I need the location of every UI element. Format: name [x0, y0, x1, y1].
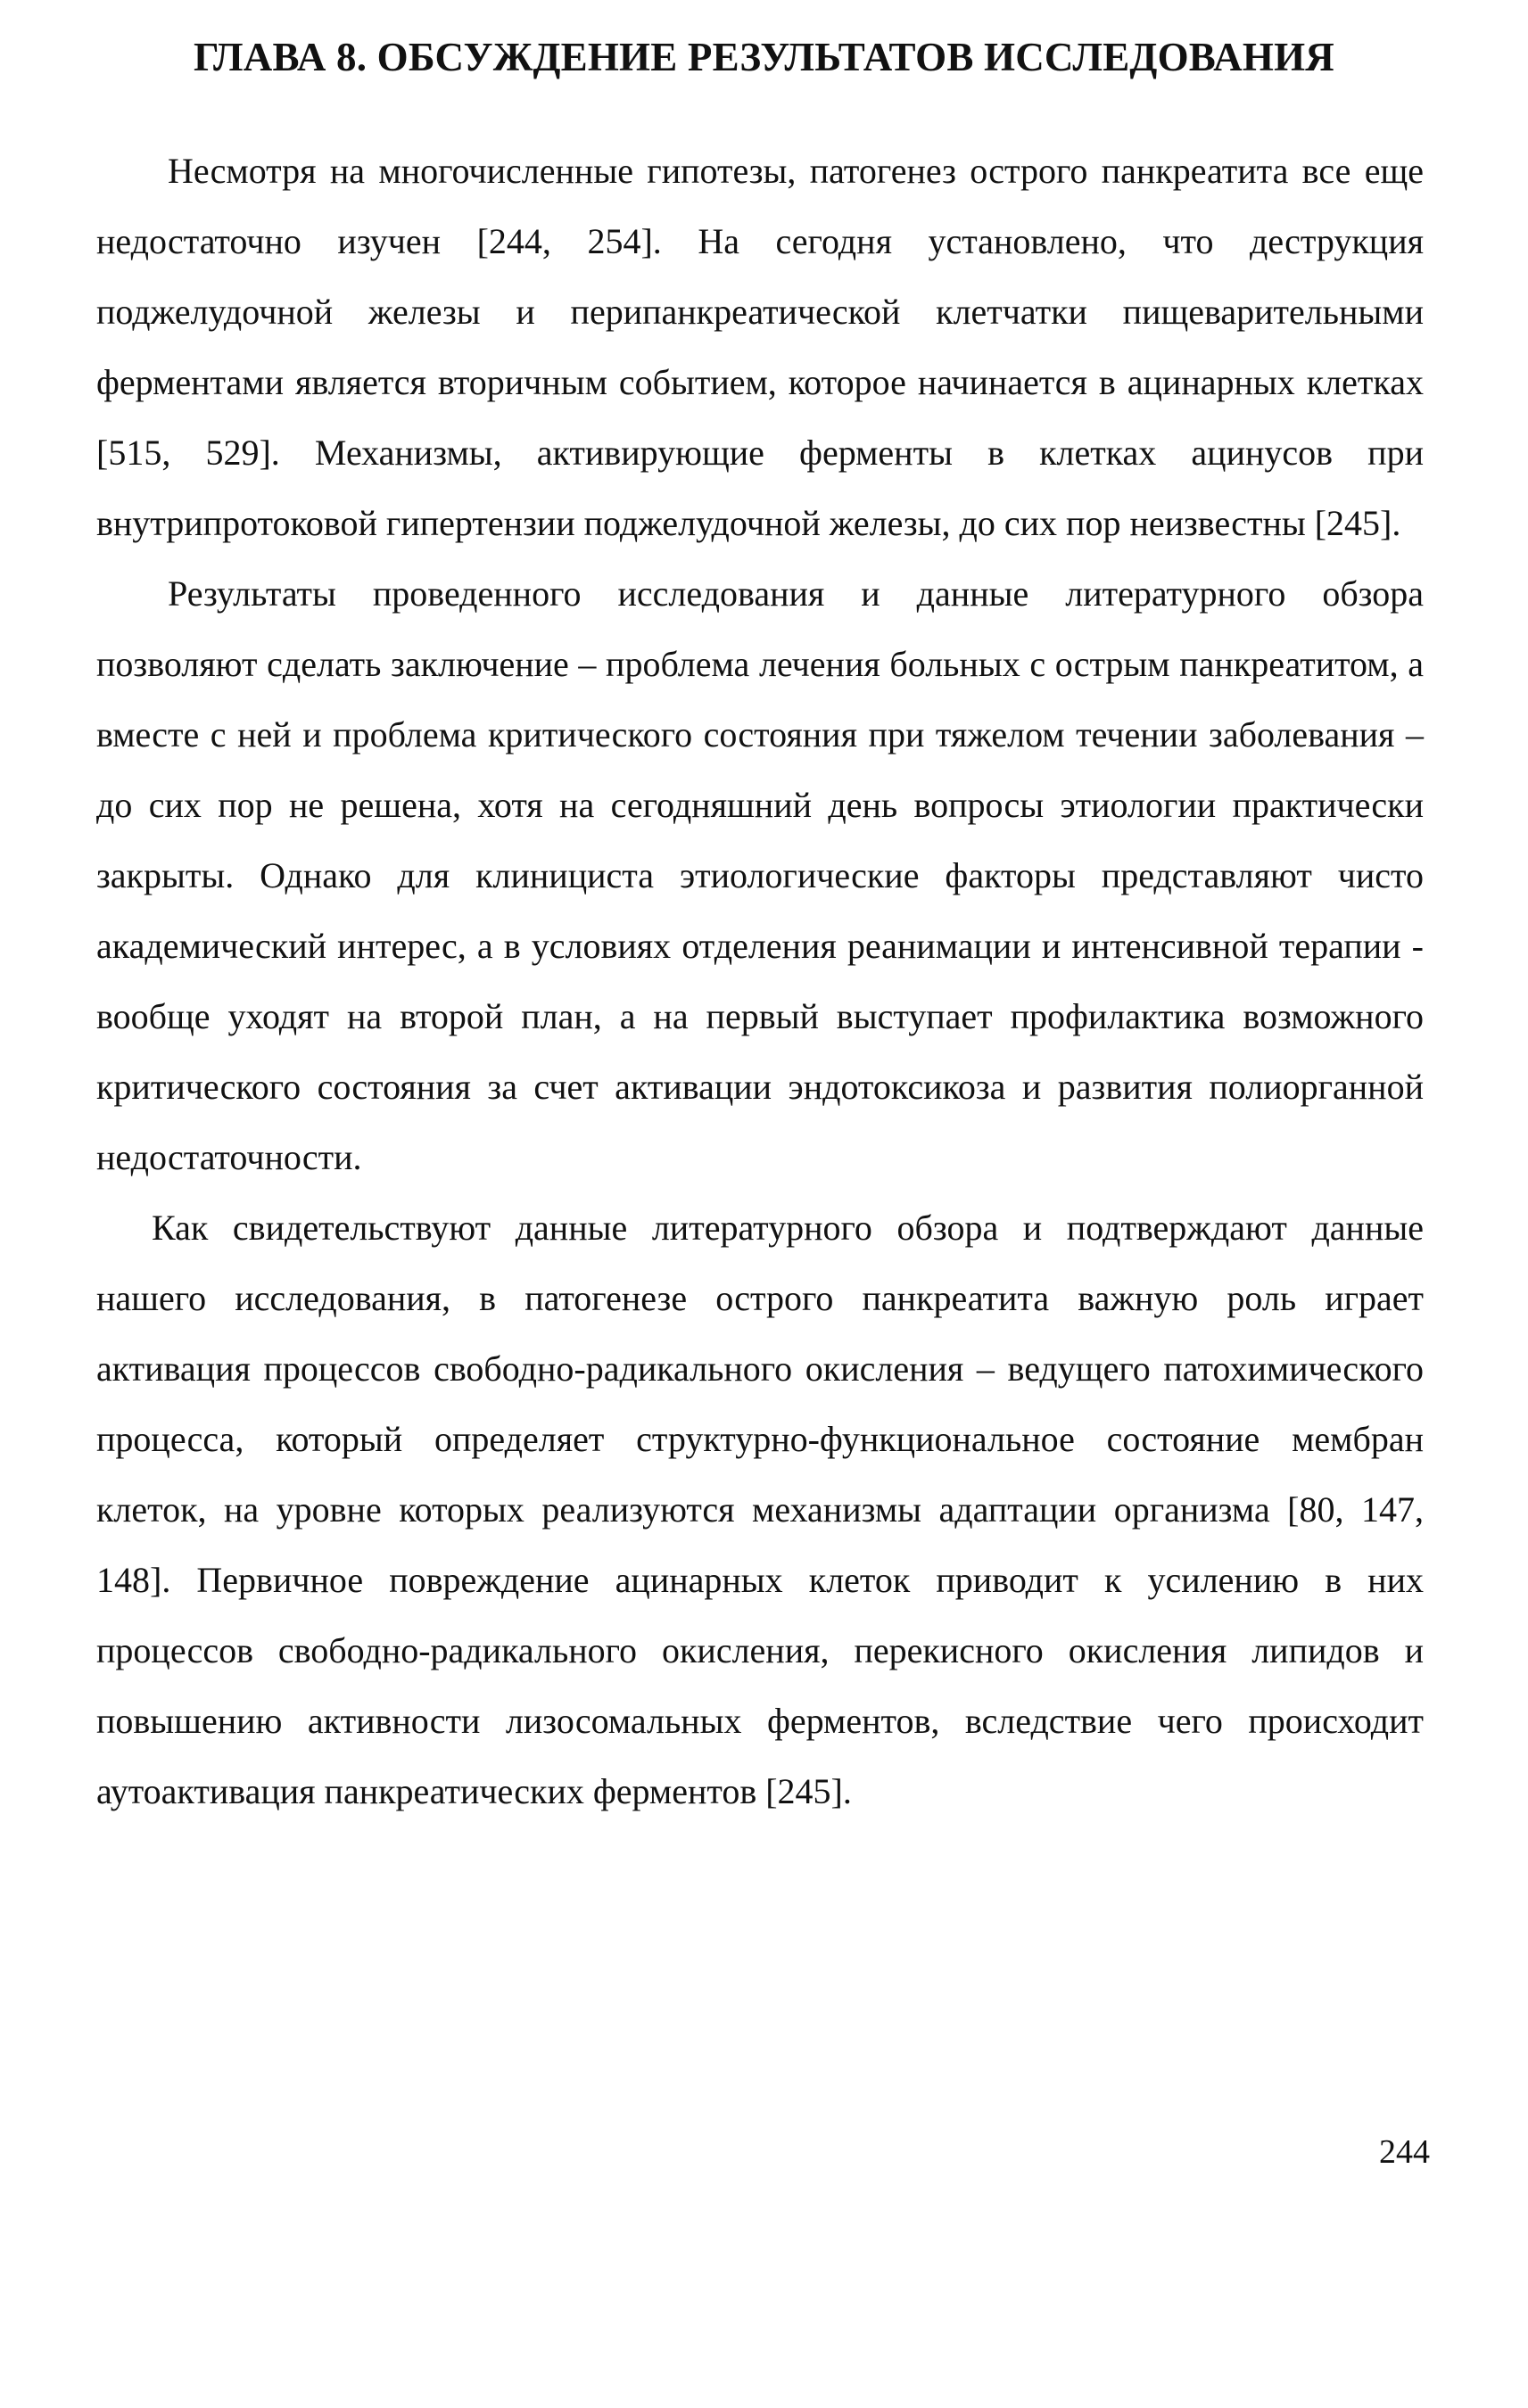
paragraph-1: Несмотря на многочисленные гипотезы, патогенез острого панкреатита все еще недостаточно изучен [244, 254]. На сегодня установлено, что деструкция поджелудочной железы и перипанкреатической клетчатки пищеварительными ферментами является вторичным событием, которое начинается в ацинарных клетках [515, 529]. Механизмы, активирующие ферменты в клетках ацинусов при внутрипротоковой гипертензии поджелудочной железы, до сих пор неизвестны [245].: [96, 151, 1424, 543]
body-text: [96, 136, 1424, 1827]
chapter-title: ГЛАВА 8. ОБСУЖДЕНИЕ РЕЗУЛЬТАТОВ ИССЛЕДОВАНИЯ: [194, 35, 1334, 79]
page-number: 244: [1379, 2133, 1430, 2171]
paragraph-2: Результаты проведенного исследования и данные литературного обзора позволяют сделать заключение – проблема лечения больных с острым панкреатитом, а вместе с ней и проблема критического состояния при тяжелом течении заболевания – до сих пор не решена, хотя на сегодняшний день вопросы этиологии практически закрыты. Однако для клинициста этиологические факторы представляют чисто академический интерес, а в условиях отделения реанимации и интенсивной терапии - вообще уходят на второй план, а на первый выступает профилактика возможного критического состояния за счет активации эндотоксикоза и развития полиорганной недостаточности.: [96, 573, 1424, 1177]
paragraph-3: Как свидетельствуют данные литературного обзора и подтверждают данные нашего исследования, в патогенезе острого панкреатита важную роль играет активация процессов свободно-радикального окисления – ведущего патохимического процесса, который определяет структурно-функциональное состояние мембран клеток, на уровне которых реализуются механизмы адаптации организма [80, 147, 148]. Первичное повреждение ацинарных клеток приводит к усилению в них процессов свободно-радикального окисления, перекисного окисления липидов и повышению активности лизосомальных ферментов, вследствие чего происходит аутоактивация панкреатических ферментов [245].: [96, 1208, 1424, 1811]
